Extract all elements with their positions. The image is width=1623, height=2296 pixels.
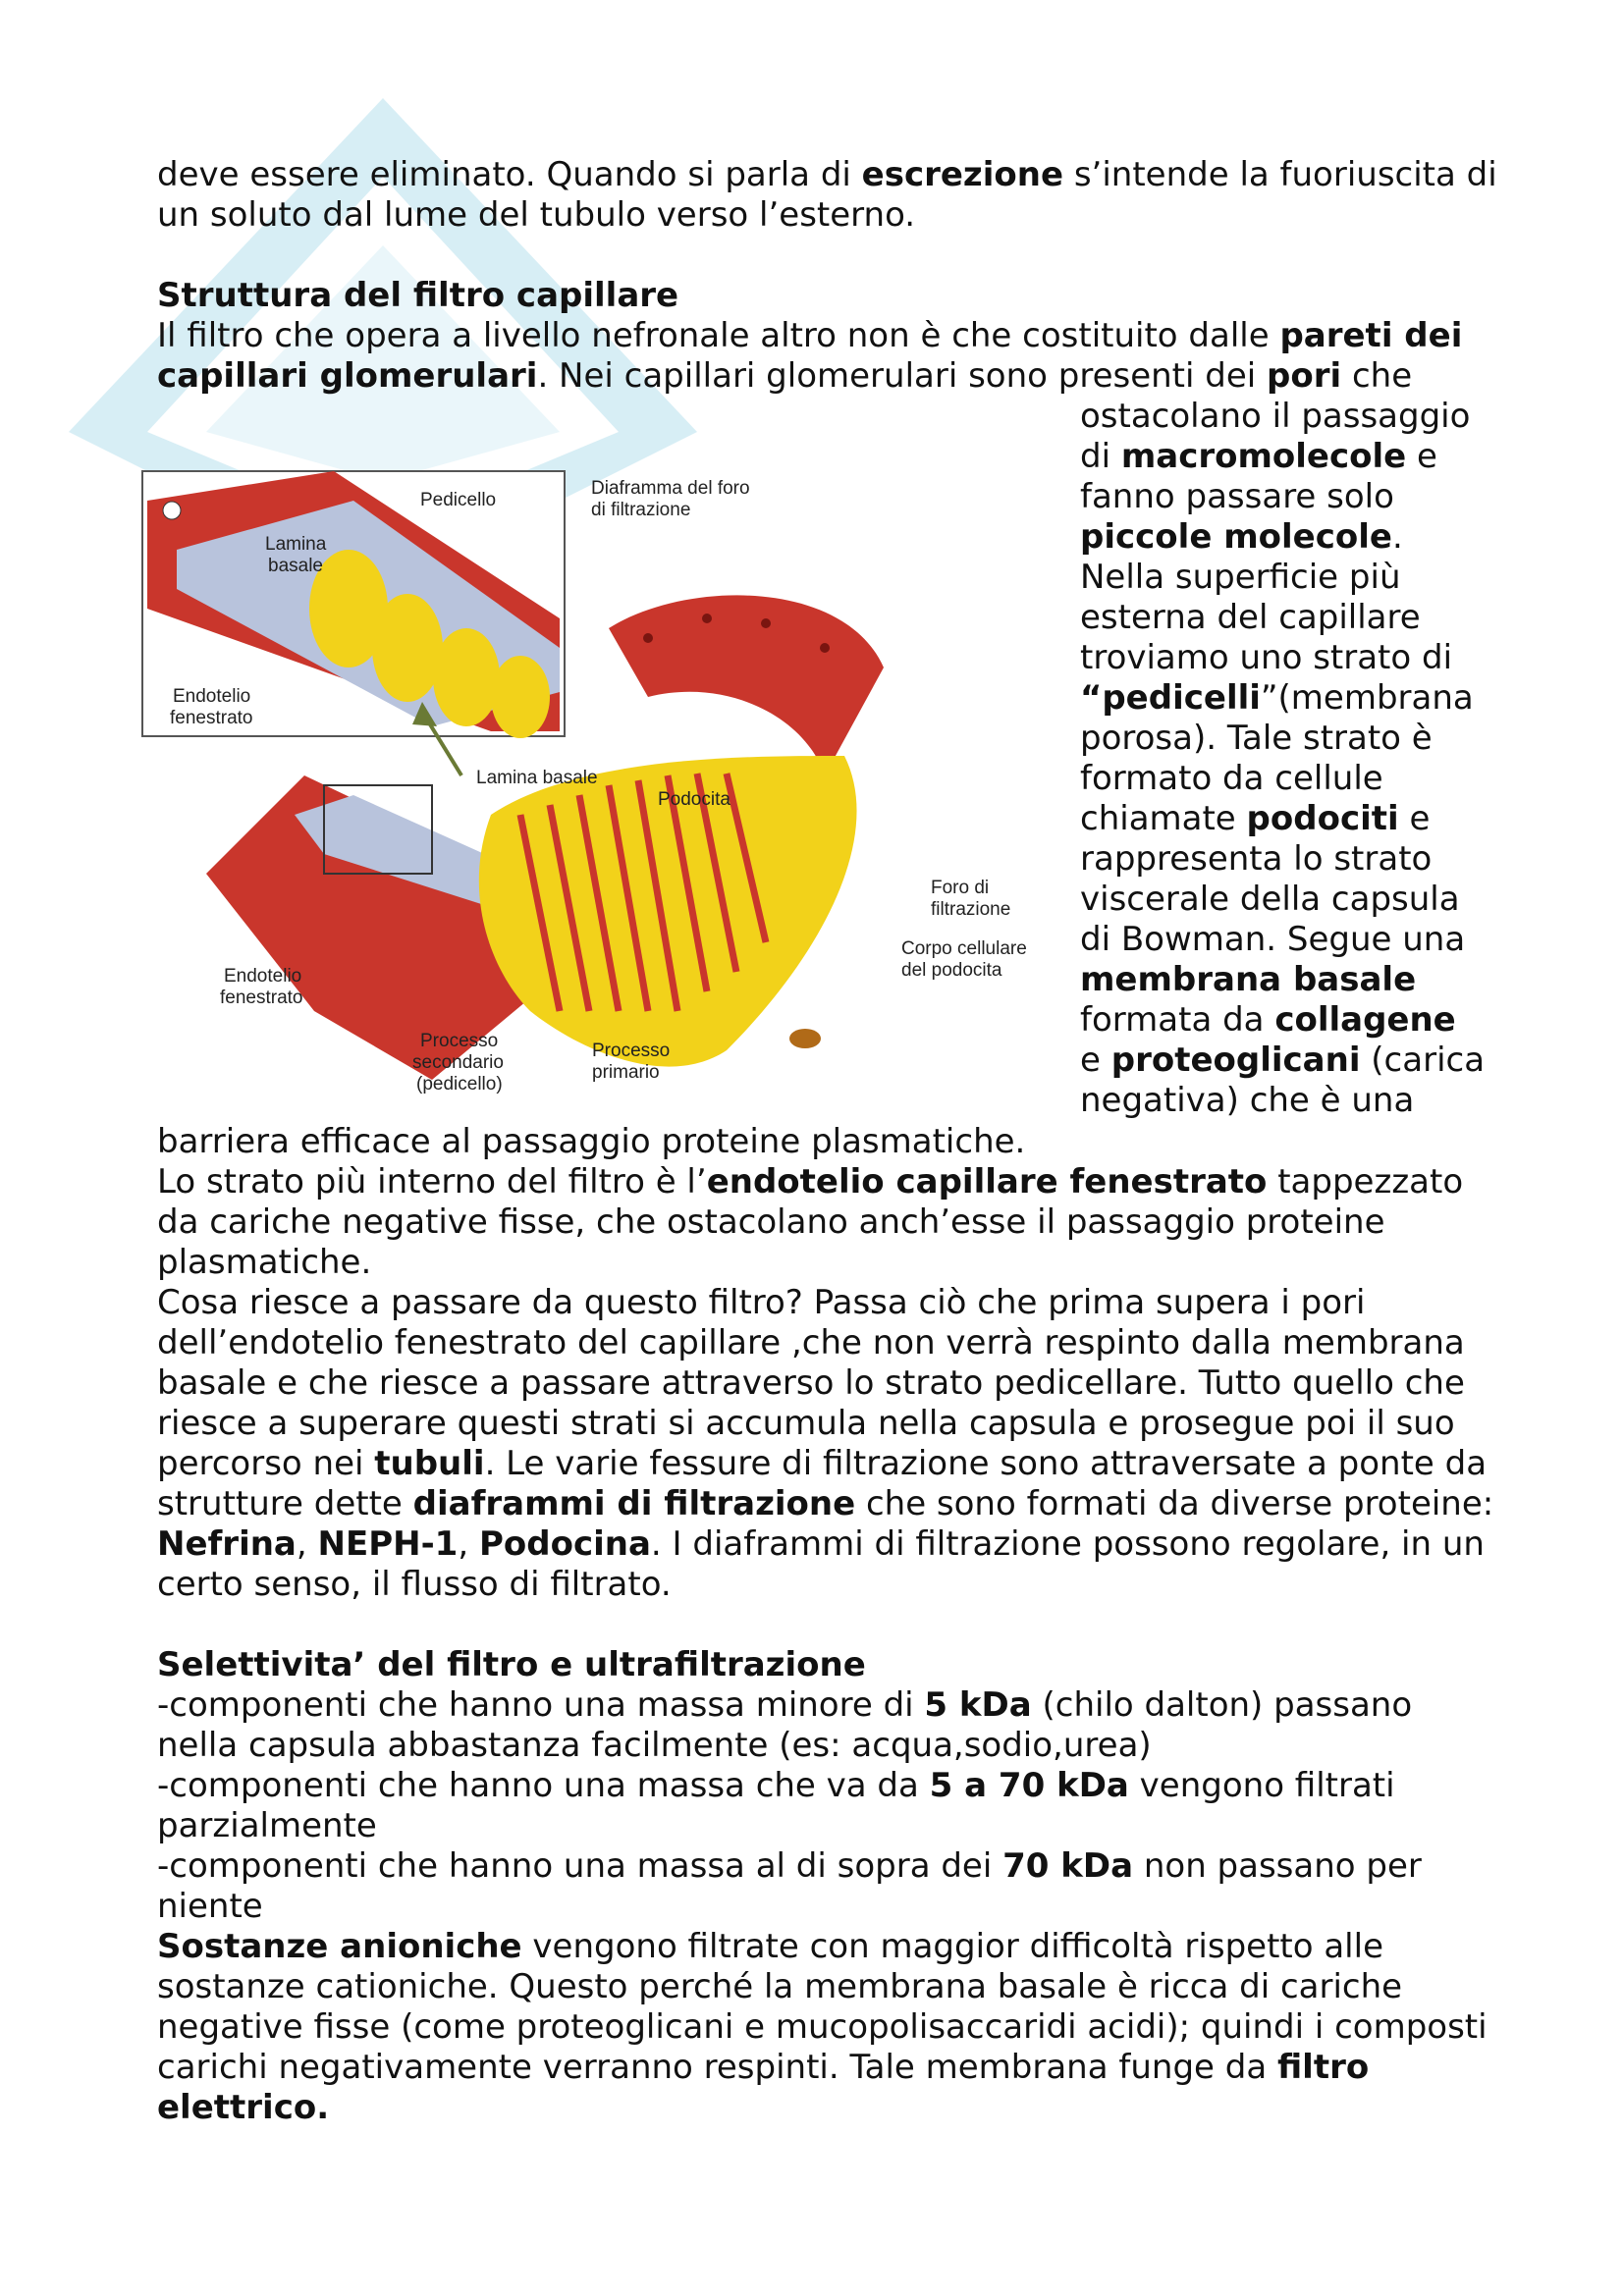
list-item-70kda: -componenti che hanno una massa al di sopra dei 70 kDa non passano per niente xyxy=(157,1846,1422,1926)
label-endotelio1-1: Endotelio xyxy=(173,686,251,707)
section-heading-filtro-capillare: Struttura del filtro capillare xyxy=(157,276,679,315)
label-foro-2: filtrazione xyxy=(931,899,1011,920)
side-text-column xyxy=(1080,397,1502,1121)
side-line: Nella superficie più xyxy=(1080,558,1401,597)
label-diaframma-2: di filtrazione xyxy=(591,500,691,520)
side-line: rappresenta lo strato xyxy=(1080,839,1433,879)
list-item-5-70kda: -componenti che hanno una massa che va da 5 a 70 kDa vengono filtrati parzialmente xyxy=(157,1766,1395,1845)
label-diaframma-1: Diaframma del foro xyxy=(591,478,750,499)
paragraph-cosa-passa: Cosa riesce a passare da questo filtro? Passa ciò che prima supera i pori dell’endotelio fenestrato del capillare ,che non verrà respinto dalla membrana basale e che riesce a passare attraverso lo strato pedicellare. Tutto quello che riesce a superare questi strati si accumula nella capsula e prosegue poi il suo percorso nei tubuli. Le varie fessure di filtrazione sono attraversate a ponte da strutture dette diaframmi di filtrazione che sono formati da diverse proteine: Nefrina, NEPH-1, Podocina. I diaframmi di filtrazione possono regolare, in un certo senso, il flusso di filtrato. xyxy=(157,1283,1494,1604)
intro-paragraph: deve essere eliminato. Quando si parla di escrezione s’intende la fuoriuscita di un soluto dal lume del tubulo verso l’esterno. xyxy=(157,155,1497,235)
paragraph-barriera: barriera efficace al passaggio proteine plasmatiche. xyxy=(157,1122,1026,1161)
label-lamina2: Lamina basale xyxy=(476,768,598,788)
side-line: “pedicelli”(membrana xyxy=(1080,678,1474,718)
side-line: porosa). Tale strato è xyxy=(1080,719,1433,758)
side-line: troviamo uno strato di xyxy=(1080,638,1453,677)
label-corpo-1: Corpo cellulare xyxy=(901,938,1027,959)
paragraph-anioniche: Sostanze anioniche vengono filtrate con maggior difficoltà rispetto alle sostanze cationiche. Questo perché la membrana basale è ricca di cariche negative fisse (come proteoglicani e mucopolisaccaridi acidi); quindi i composti carichi negativamente verranno respinti. Tale membrana funge da filtro elettrico. xyxy=(157,1927,1488,2127)
side-line: piccole molecole. xyxy=(1080,517,1403,557)
label-foro-1: Foro di xyxy=(931,878,990,898)
side-line: membrana basale xyxy=(1080,960,1417,999)
label-corpo-2: del podocita xyxy=(901,960,1002,981)
side-line: e proteoglicani (carica xyxy=(1080,1041,1486,1080)
paragraph-filtro: Il filtro che opera a livello nefronale altro non è che costituito dalle pareti dei capillari glomerulari. Nei capillari glomerulari sono presenti dei pori che xyxy=(157,316,1463,396)
side-line: di Bowman. Segue una xyxy=(1080,920,1466,959)
label-primario-1: Processo xyxy=(592,1041,671,1061)
label-lamina1-1: Lamina xyxy=(265,534,327,555)
label-lamina1-2: basale xyxy=(268,556,323,576)
side-line: chiamate podociti e xyxy=(1080,799,1431,838)
side-line: formato da cellule xyxy=(1080,759,1383,798)
label-secondario-3: (pedicello) xyxy=(416,1074,503,1095)
side-line: viscerale della capsula xyxy=(1080,880,1460,919)
glomerular-filter-figure xyxy=(137,461,1041,1109)
side-line: ostacolano il passaggio xyxy=(1080,397,1471,436)
label-endotelio2-2: fenestrato xyxy=(220,988,303,1008)
section-heading-selettivita: Selettivita’ del filtro e ultrafiltrazione xyxy=(157,1645,866,1684)
label-endotelio1-2: fenestrato xyxy=(170,708,253,728)
label-pedicello: Pedicello xyxy=(420,490,497,510)
label-primario-2: primario xyxy=(592,1062,660,1083)
side-line: formata da collagene xyxy=(1080,1000,1456,1040)
side-line: negativa) che è una xyxy=(1080,1081,1415,1120)
label-podocita: Podocita xyxy=(658,789,730,810)
label-secondario-2: secondario xyxy=(412,1052,504,1073)
paragraph-endotelio: Lo strato più interno del filtro è l’endotelio capillare fenestrato tappezzato da cariche negative fisse, che ostacolano anch’esse il passaggio proteine plasmatiche. xyxy=(157,1162,1464,1282)
side-line: esterna del capillare xyxy=(1080,598,1421,637)
list-item-5kda: -componenti che hanno una massa minore di 5 kDa (chilo dalton) passano nella capsula abbastanza facilmente (es: acqua,sodio,urea) xyxy=(157,1685,1413,1765)
label-endotelio2-1: Endotelio xyxy=(224,966,302,987)
side-line: di macromolecole e xyxy=(1080,437,1437,476)
label-secondario-1: Processo xyxy=(420,1031,499,1051)
side-line: fanno passare solo xyxy=(1080,477,1394,516)
